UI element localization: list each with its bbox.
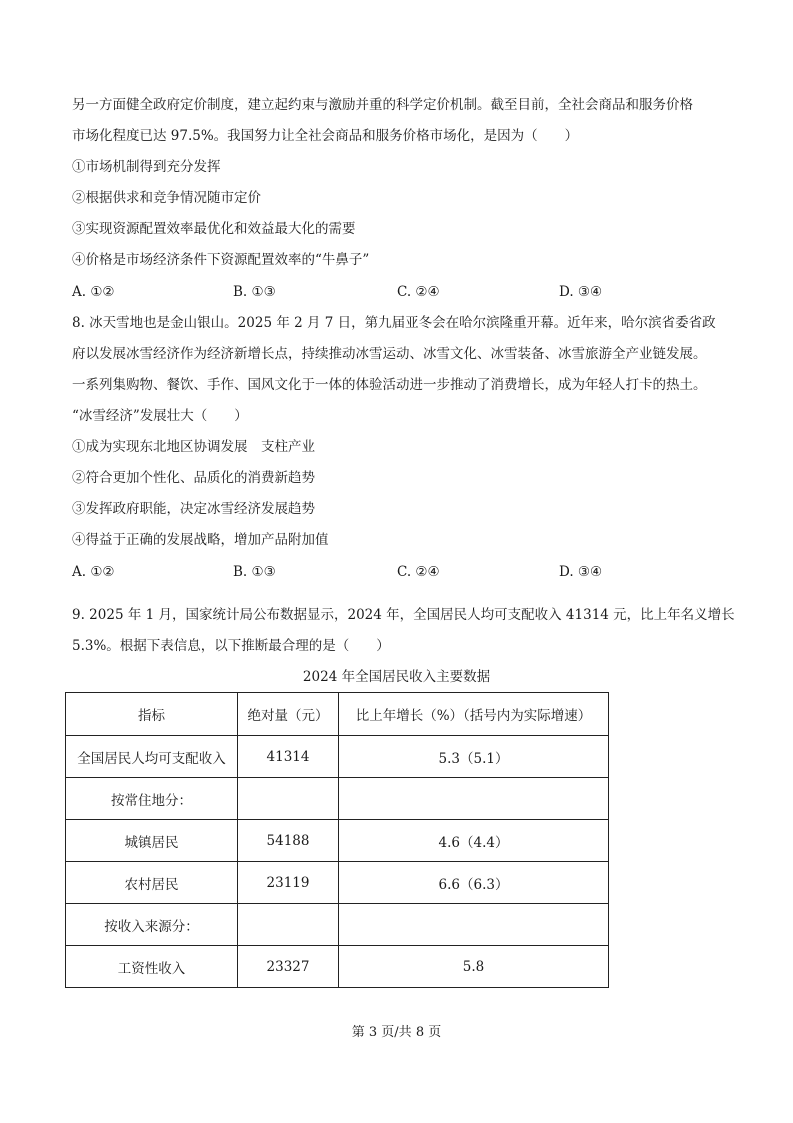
- table-row: [66, 820, 609, 862]
- table-cell: 工资性收入: [66, 946, 238, 988]
- table-cell: 5.3（5.1）: [339, 736, 609, 778]
- q7-option-b: B. ①③: [233, 284, 276, 300]
- table-header-row: [66, 693, 609, 736]
- table-header-cell: 绝对量（元）: [238, 693, 339, 736]
- table-row: [66, 778, 609, 820]
- q7-statement-4: ④价格是市场经济条件下资源配置效率的“牛鼻子”: [72, 252, 370, 268]
- table-row: [66, 862, 609, 904]
- q8-stem-line-1: 8. 冰天雪地也是金山银山。2025 年 2 月 7 日，第九届亚冬会在哈尔滨隆重开幕。近年来，哈尔滨省委省政: [72, 315, 716, 331]
- q8-statement-2: ②符合更加个性化、品质化的消费新趋势: [72, 470, 315, 486]
- table-cell: 54188: [238, 820, 339, 862]
- q7-statement-2: ②根据供求和竞争情况随市定价: [72, 190, 261, 206]
- table-cell: 41314: [238, 736, 339, 778]
- q8-stem-line-3: 一系列集购物、餐饮、手作、国风文化于一体的体验活动进一步推动了消费增长，成为年轻人打卡的热土。: [72, 377, 707, 393]
- page-footer: 第 3 页/共 8 页: [351, 1025, 442, 1040]
- q8-statement-4: ④得益于正确的发展战略，增加产品附加值: [72, 532, 329, 548]
- table-cell: 按收入来源分：: [66, 904, 238, 946]
- table-caption: 2024 年全国居民收入主要数据: [302, 669, 491, 685]
- table-cell: 23119: [238, 862, 339, 904]
- table-cell: 23327: [238, 946, 339, 988]
- q8-stem-line-4: “冰雪经济”发展壮大（ ）: [72, 408, 248, 424]
- table-cell: 4.6（4.4）: [339, 820, 609, 862]
- q7-option-a: A. ①②: [72, 284, 115, 300]
- q7-stem-line-2: 市场化程度已达 97.5%。我国努力让全社会商品和服务价格市场化，是因为（ ）: [72, 128, 579, 144]
- table-cell: 按常住地分：: [66, 778, 238, 820]
- q7-statement-3: ③实现资源配置效率最优化和效益最大化的需要: [72, 221, 356, 237]
- q8-stem-line-2: 府以发展冰雪经济作为经济新增长点，持续推动冰雪运动、冰雪文化、冰雪装备、冰雪旅游全产业链发展。: [72, 346, 707, 362]
- q9-stem-line-1: 9. 2025 年 1 月，国家统计局公布数据显示，2024 年，全国居民人均可支配收入 41314 元，比上年名义增长: [72, 607, 735, 623]
- table-cell: 城镇居民: [66, 820, 238, 862]
- q9-stem-line-2: 5.3%。根据下表信息，以下推断最合理的是（ ）: [72, 638, 390, 654]
- table-cell: 全国居民人均可支配收入: [66, 736, 238, 778]
- q7-statement-1: ①市场机制得到充分发挥: [72, 159, 221, 175]
- q7-stem-line-1: 另一方面健全政府定价制度，建立起约束与激励并重的科学定价机制。截至目前，全社会商品和服务价格: [72, 97, 693, 113]
- table-cell: 农村居民: [66, 862, 238, 904]
- table-row: [66, 904, 609, 946]
- q7-option-c: C. ②④: [397, 284, 440, 300]
- table-cell: 6.6（6.3）: [339, 862, 609, 904]
- table-row: [66, 736, 609, 778]
- q8-option-d: D. ③④: [559, 564, 603, 580]
- q8-option-c: C. ②④: [397, 564, 440, 580]
- q8-option-a: A. ①②: [72, 564, 115, 580]
- q7-option-d: D. ③④: [559, 284, 603, 300]
- table-cell: [339, 904, 609, 946]
- income-table: [65, 692, 609, 988]
- table-cell: [238, 778, 339, 820]
- table-cell: [339, 778, 609, 820]
- q8-statement-3: ③发挥政府职能，决定冰雪经济发展趋势: [72, 501, 315, 517]
- table-row: [66, 946, 609, 988]
- q8-statement-1: ①成为实现东北地区协调发展 支柱产业: [72, 439, 315, 455]
- table-cell: [238, 904, 339, 946]
- table-cell: 5.8: [339, 946, 609, 988]
- q8-option-b: B. ①③: [233, 564, 276, 580]
- table-header-cell: 指标: [66, 693, 238, 736]
- table-header-cell: 比上年增长（%）（括号内为实际增速）: [339, 693, 609, 736]
